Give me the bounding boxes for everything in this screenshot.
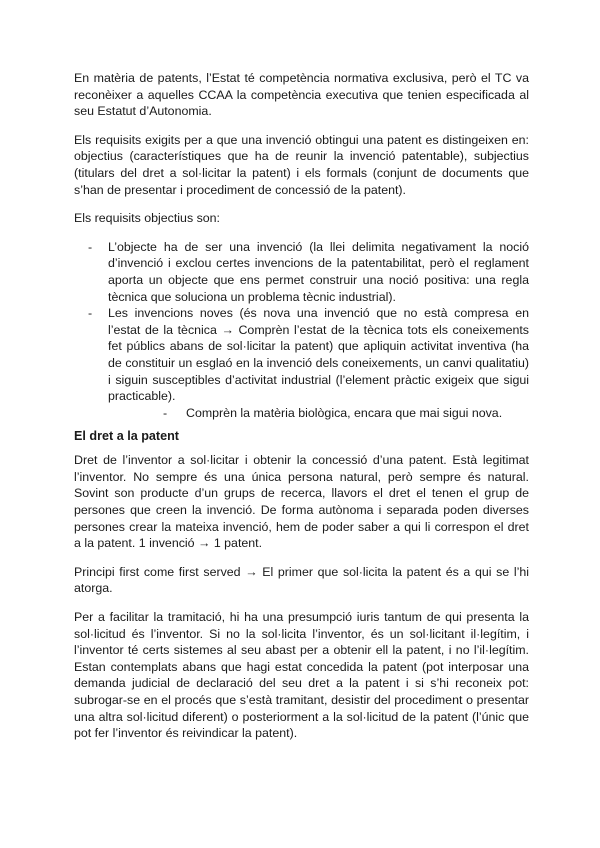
list-item-text: Les invencions noves (és nova una invenció que no està compresa en l’estat de la tècnica → Comprèn l’estat de la tècnica tots els coneixements fet públics abans de sol·licitar la patent) que apliquin activitat inventiva (ha de constituir un esglaó en la invenció dels coneixements, un canvi qualitatiu) i siguin susceptibles d’activitat industrial (l’element pràctic exigeix que sigui practicable). [108, 306, 529, 404]
sub-list-item-text: Comprèn la matèria biològica, encara que mai sigui nova. [186, 405, 503, 420]
paragraph-requisits-objectius: Els requisits objectius son: [74, 211, 221, 226]
list-item [74, 305, 529, 421]
list-item [74, 239, 529, 305]
paragraph-competencia: En matèria de patents, l’Estat té competència normativa exclusiva, però el TC va reconèixer a aquelles CCAA la competència executiva que tenien especificada al seu Estatut d’Autonomia. [74, 71, 529, 119]
requisits-objectius-list [74, 239, 529, 422]
paragraph-requisits: Els requisits exigits per a que una invenció obtingui una patent es distingeixen en: objectius (característiques que ha de reunir la invenció patentable), subjectius (titulars del dret a sol·licitar la patent) i els formals (conjunt de documents que s’han de presentar i procediment de concessió de la patent). [74, 132, 529, 197]
section-heading: El dret a la patent [74, 429, 179, 444]
paragraph-dret-inventor: Dret de l’inventor a sol·licitar i obtenir la concessió d’una patent. Està legitimat l’inventor. No sempre és una única persona natural, però sempre és natural. Sovint son producte d’un grups de recerca, llavors el dret el tenen el grup de persones que creen la invenció. De forma autònoma i separada poden diverses persones crear la mateixa invenció, hem de poder saber a qui li correspon el dret a la patent. 1 invenció → 1 patent. [74, 453, 529, 551]
sub-list-item [108, 405, 529, 422]
paragraph-presumpcio: Per a facilitar la tramitació, hi ha una presumpció iuris tantum de qui presenta la sol·licitud és l’inventor. Si no la sol·licita l’inventor, és un sol·licitant il·legítim, i l’inventor té certs sistemes al seu abast per a obtenir ell la patent, i no l’il·legítim. Estan contemplats abans que hagi estat concedida la patent (pot interposar una demanda judicial de declaració del seu dret a la patent i si s’hi reconeix pot: subrogar-se en el procés que s’està tramitant, desistir del procediment o presentar una altra sol·licitud diferent) o posteriorment a la sol·licitud de la patent (l’únic que pot fer l’inventor és reivindicar la patent). [74, 610, 529, 741]
paragraph-principi: Principi first come first served → El primer que sol·licita la patent és a qui se l’hi atorga. [74, 564, 529, 596]
sub-list [108, 405, 529, 422]
list-item-text: L’objecte ha de ser una invenció (la llei delimita negativament la noció d’invenció i exclou certes invencions de la patentabilitat, però el reglament aporta un objecte que ens permet construir una noció positiva: una regla tècnica que soluciona un problema tècnic industrial). [108, 239, 529, 304]
document-page [74, 70, 529, 754]
